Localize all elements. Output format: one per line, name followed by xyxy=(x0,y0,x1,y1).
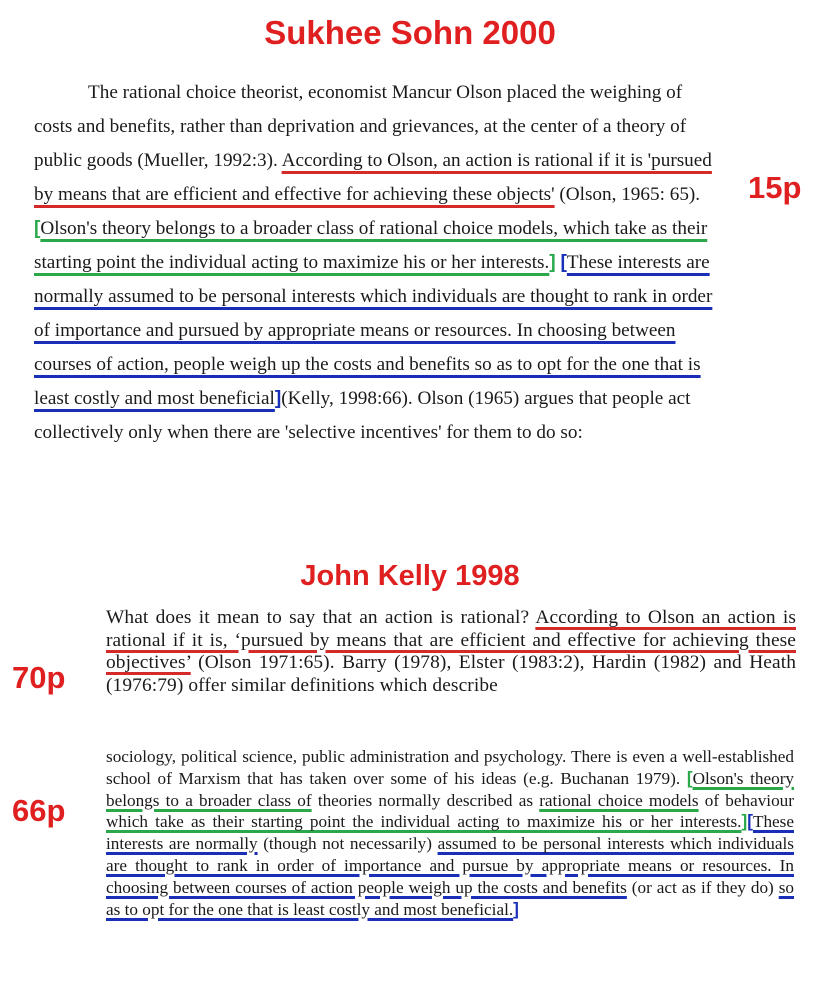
kelly-excerpt-p66 xyxy=(106,746,794,920)
kelly66-blue-underline-1: These interests are normally xyxy=(106,812,794,854)
kelly70-closing-text: (Olson 1971:65). Barry (1978), Elster (1983:2), Hardin (1982) and Heath (1976:79) offer similar definitions which describe xyxy=(106,652,796,696)
sohn-blue-underlined-text: These interests are normally assumed to be personal interests which individuals are thought to rank in order of importance and pursued by appropriate means or resources. In choosing between courses of action, people weigh up the costs and benefits so as to opt for the one that is least costly and most beneficial xyxy=(34,252,713,409)
page-label-70: 70p xyxy=(12,660,66,695)
kelly66-blue-underline-2: assumed to be personal interests which individuals are thought to rank in order of importance and pursue by appropriate means or resources. In choosing between courses of action people weigh up the costs and benefits xyxy=(106,834,794,897)
kelly66-green-underline-1: Olson's theory belongs to a broader class of xyxy=(106,768,795,810)
kelly66-plain-3: of behaviour xyxy=(704,790,794,810)
green-bracket-open: [ xyxy=(686,767,693,788)
kelly66-plain-4: (though not necessarily) xyxy=(263,834,432,854)
kelly-heading: John Kelly 1998 xyxy=(300,560,520,592)
sohn-red-underlined-quote: According to Olson, an action is rational if it is 'pursued by means that are efficient and effective for achieving these objects' xyxy=(34,150,712,205)
kelly66-blue-underline-3: so as to opt for the one that is least costly and most beneficial. xyxy=(106,877,794,919)
kelly66-plain-2: theories normally described as xyxy=(317,790,534,810)
green-bracket-open: [ xyxy=(34,218,41,239)
sohn-intro-text: The rational choice theorist, economist Mancur Olson placed the weighing of costs and benefits, rather than deprivation and grievances, at the center of a theory of public goods (Mueller, 1992:3). xyxy=(34,82,687,171)
sohn-passage xyxy=(34,76,724,450)
sohn-green-underlined-text: Olson's theory belongs to a broader class of rational choice models, which take as their starting point the individual acting to maximize his or her interests. xyxy=(34,218,708,273)
sohn-citation: (Olson, 1965: 65). xyxy=(559,184,701,205)
blue-bracket-open: [ xyxy=(747,811,753,832)
page-label-15: 15p xyxy=(748,170,802,205)
sohn-closing-text: (Kelly, 1998:66). Olson (1965) argues that people act collectively only when there are 'selective incentives' for them to do so: xyxy=(34,388,691,443)
kelly66-plain-5: (or act as if they do) xyxy=(631,877,774,897)
sohn-heading: Sukhee Sohn 2000 xyxy=(264,14,556,51)
green-bracket-close: ] xyxy=(549,252,556,273)
kelly66-green-underline-3: which take as their starting point the individual acting to maximize his or her interests. xyxy=(106,812,742,832)
kelly70-red-underlined-quote: According to Olson an action is rational if it is, ‘pursued by means that are efficient and effective for achieving these objectives’ xyxy=(106,607,796,673)
kelly66-intro-text: sociology, political science, public administration and psychology. There is even a well-established school of Marxism that has taken over some of his ideas (e.g. Buchanan 1979). xyxy=(106,747,794,788)
green-bracket-close: ] xyxy=(741,811,748,832)
blue-bracket-close: ] xyxy=(513,898,519,919)
blue-bracket-open: [ xyxy=(560,252,567,273)
page-label-66: 66p xyxy=(12,793,66,828)
kelly66-green-underline-2: rational choice models xyxy=(539,790,699,810)
blue-bracket-close: ] xyxy=(274,388,282,409)
kelly70-intro-text: What does it mean to say that an action is rational? xyxy=(106,607,530,628)
kelly-excerpt-p70 xyxy=(106,607,796,697)
